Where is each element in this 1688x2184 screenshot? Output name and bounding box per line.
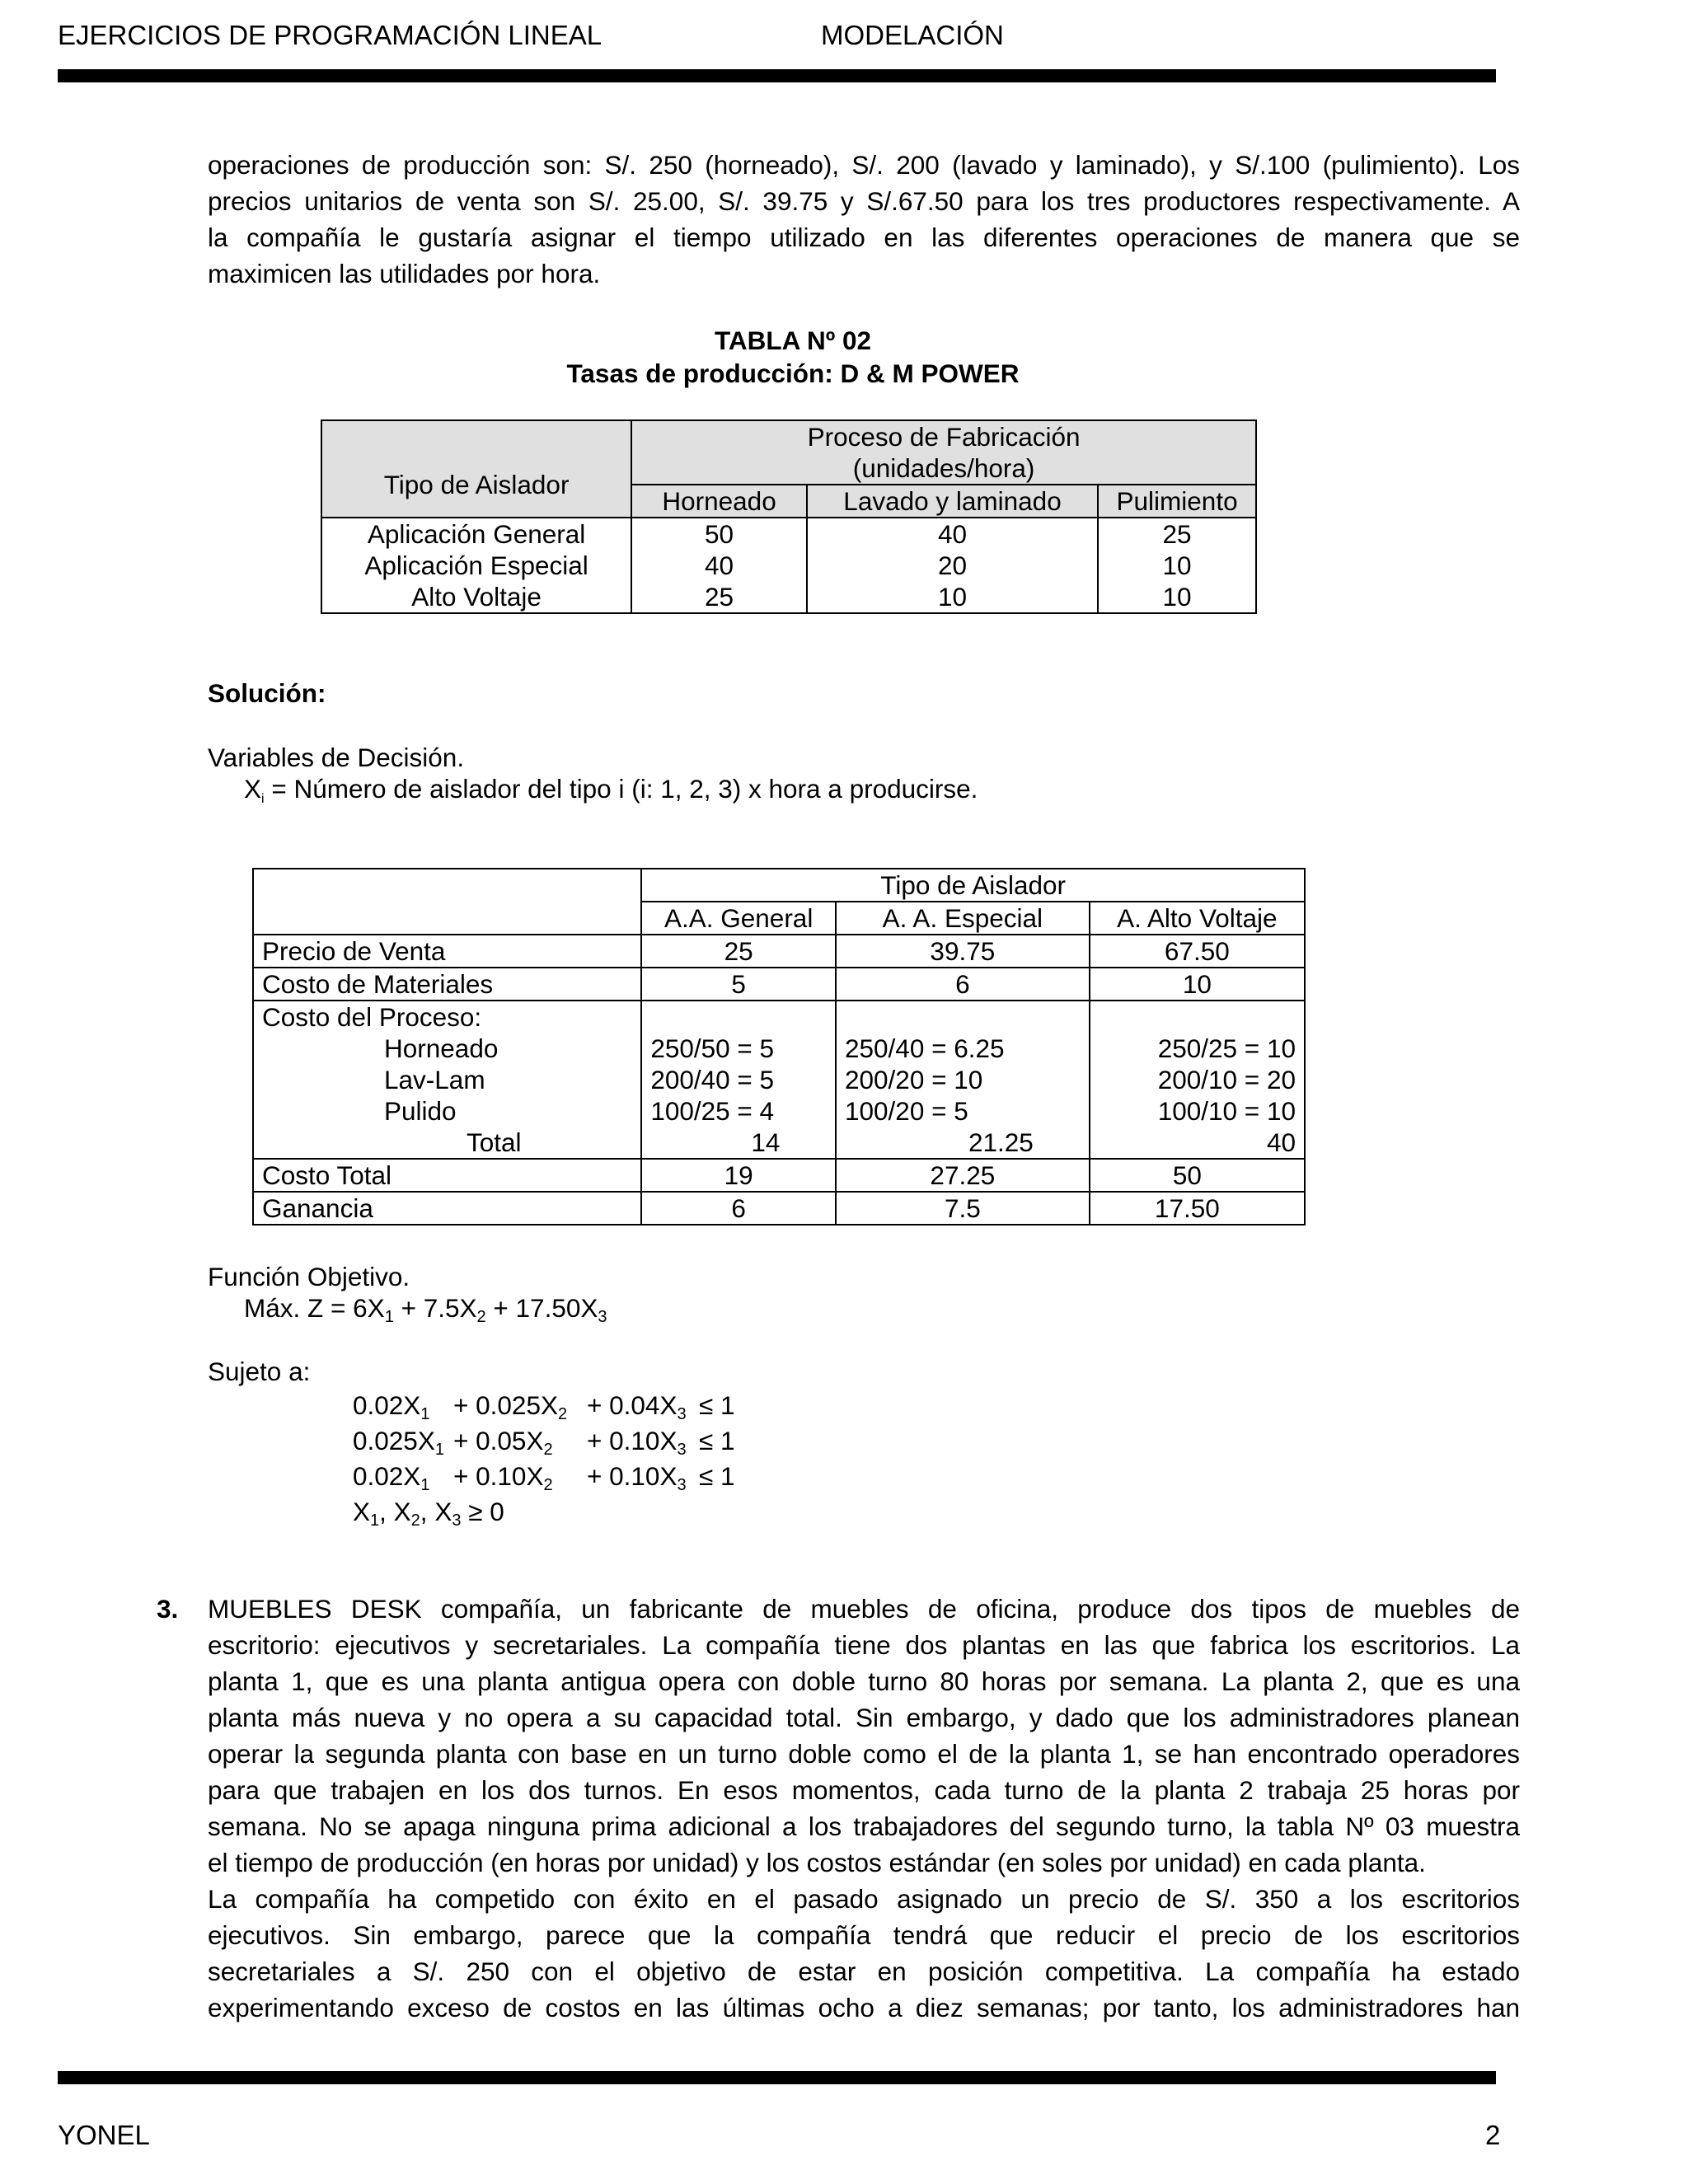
table2-group-header: Tipo de Aislador <box>641 869 1305 902</box>
table1-col-header: Lavado y laminado <box>807 485 1098 518</box>
problem3-line: el tiempo de producción (en horas por unidad) y los costos estándar (en soles por unidad) en cada planta. <box>208 1848 1426 1877</box>
constraints-title: Sujeto a: <box>208 1357 311 1386</box>
header-title: EJERCICIOS DE PROGRAMACIÓN LINEAL <box>58 20 603 50</box>
footer-rule <box>58 2071 1496 2084</box>
intro-line: precios unitarios de venta son S/. 25.00, S/. 39.75 y S/.67.50 para los tres productores respectivamente. A <box>208 186 1520 216</box>
table-row: Ganancia 6 7.5 17.50 <box>253 1192 1305 1225</box>
page-number: 2 <box>1485 2120 1501 2150</box>
table-row: Costo Total 19 27.25 50 <box>253 1159 1305 1192</box>
process-cost-labels: Costo del Proceso: Horneado Lav-Lam Pulido Total <box>253 1001 641 1159</box>
table1-row-header: Tipo de Aislador <box>321 420 631 518</box>
cost-profit-table <box>252 868 1306 1226</box>
problem3-line: La compañía ha competido con éxito en el pasado asignado un precio de S/. 350 a los escritorios <box>208 1884 1520 1914</box>
table-row: Costo de Materiales 5 6 10 <box>253 968 1305 1001</box>
process-cost-especial: 250/40 = 6.25 200/20 = 10 100/20 = 5 21.25 <box>836 1001 1090 1159</box>
intro-paragraph <box>208 147 1520 292</box>
header-section: MODELACIÓN <box>821 20 1004 50</box>
objective-title: Función Objetivo. <box>208 1262 410 1291</box>
footer-author: YONEL <box>58 2120 150 2150</box>
table-row <box>253 1001 1305 1159</box>
problem3-line: operar la segunda planta con base en un turno doble como el de la planta 1, se han encontrado operadores <box>208 1739 1520 1769</box>
constraint-2: $0.025X_1 + 0.05X_2 + 0.10X_3 \le 1$ <box>353 1426 735 1459</box>
problem3-line: ejecutivos. Sin embargo, parece que la compañía tendrá que reducir el precio de los escritorios <box>208 1920 1520 1950</box>
table-row: Precio de Venta 25 39.75 67.50 <box>253 935 1305 968</box>
problem3-line: MUEBLES DESK compañía, un fabricante de muebles de oficina, produce dos tipos de muebles de <box>208 1594 1520 1624</box>
table1-subtitle: Tasas de producción: D & M POWER <box>566 359 1020 388</box>
table1-group-header: Proceso de Fabricación (unidades/hora) <box>631 420 1256 485</box>
intro-line: operaciones de producción son: S/. 250 (horneado), S/. 200 (lavado y laminado), y S/.100 (pulimiento). Los <box>208 150 1520 180</box>
table2-col-header: A. Alto Voltaje <box>1090 902 1305 935</box>
intro-line: la compañía le gustaría asignar el tiempo utilizado en las diferentes operaciones de manera que se <box>208 223 1520 252</box>
table-row: Alto Voltaje 25 10 10 <box>321 581 1256 613</box>
intro-line: maximicen las utilidades por hora. <box>208 259 601 288</box>
header-rule <box>58 69 1496 82</box>
problem3-line: planta 1, que es una planta antigua opera con doble turno 80 horas por semana. La planta 2, que es una <box>208 1666 1520 1696</box>
problem3-line: para que trabajen en los dos turnos. En esos momentos, cada turno de la planta 2 trabaja 25 horas por <box>208 1775 1520 1805</box>
table1-col-header: Horneado <box>631 485 807 518</box>
problem-number: 3. <box>157 1594 179 1624</box>
table2-col-header: A. A. Especial <box>836 902 1090 935</box>
table1-col-header: Pulimiento <box>1098 485 1256 518</box>
problem3-line: planta más nueva y no opera a su capacidad total. Sin embargo, y dado que los administradores planean <box>208 1703 1520 1732</box>
table-row: Aplicación General 50 40 25 <box>321 518 1256 550</box>
objective-formula: Máx. $Z = 6X_1 + 7.5X_2 + 17.50X_3$ <box>244 1293 607 1326</box>
process-cost-alto-voltaje: 250/25 = 10 200/10 = 20 100/10 = 10 40 <box>1090 1001 1305 1159</box>
table1-title: TABLA Nº 02 <box>714 326 871 355</box>
problem3-line: experimentando exceso de costos en las últimas ocho a diez semanas; por tanto, los administradores han <box>208 1993 1520 2022</box>
problem3-paragraph <box>208 1591 1520 2026</box>
variables-title: Variables de Decisión. <box>208 743 465 772</box>
solution-heading: Solución: <box>208 678 326 708</box>
constraint-1: $0.02X_1 + 0.025X_2 + 0.04X_3 \le 1$ <box>353 1390 735 1423</box>
problem3-line: secretariales a S/. 250 con el objetivo de estar en posición competitiva. La compañía ha estado <box>208 1957 1520 1986</box>
constraint-nonnegativity: $X_1$, $X_2$, $X_3 \ge 0$ <box>353 1497 504 1530</box>
variables-definition: $X_i$ = Número de aislador del tipo i (i: 1, 2, 3) x hora a producirse. <box>244 774 978 806</box>
production-rates-table <box>321 419 1257 614</box>
table2-corner <box>253 869 641 935</box>
table2-col-header: A.A. General <box>641 902 836 935</box>
table-row: Aplicación Especial 40 20 10 <box>321 550 1256 581</box>
problem3-line: semana. No se apaga ninguna prima adicional a los trabajadores del segundo turno, la tabla Nº 03 muestra <box>208 1811 1520 1841</box>
process-cost-general: 250/50 = 5 200/40 = 5 100/25 = 4 14 <box>641 1001 836 1159</box>
constraint-3: $0.02X_1 + 0.10X_2 + 0.10X_3 \le 1$ <box>353 1461 735 1494</box>
problem3-line: escritorio: ejecutivos y secretariales. La compañía tiene dos plantas en las que fabrica los escritorios. La <box>208 1630 1520 1660</box>
